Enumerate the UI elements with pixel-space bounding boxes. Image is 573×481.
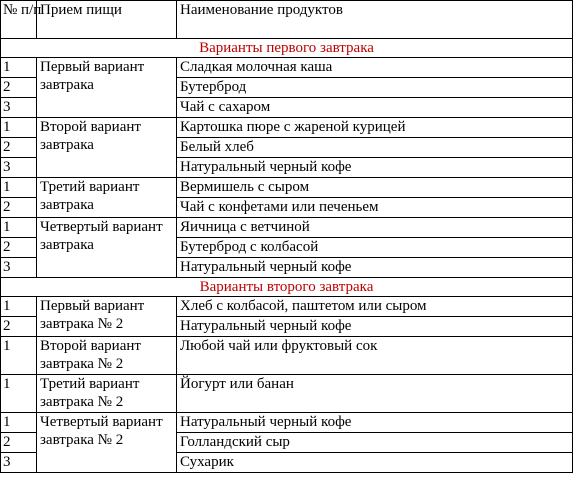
product-name: Сладкая молочная каша [177,58,573,78]
product-name: Бутерброд [177,78,573,98]
table-row [1,58,573,78]
product-name: Чай с конфетами или печеньем [177,198,573,218]
meal-name: Четвертый вариант завтрака № 2 [37,413,177,473]
product-name: Хлеб с колбасой, паштетом или сыром [177,297,573,317]
row-number: 3 [1,258,37,278]
row-number: 3 [1,453,37,473]
meal-name: Третий вариант завтрака [37,178,177,218]
header-products: Наименование продуктов [177,1,573,39]
row-number: 3 [1,98,37,118]
row-number: 2 [1,198,37,218]
product-name: Сухарик [177,453,573,473]
meal-name: Второй вариант завтрака [37,118,177,178]
meal-name: Третий вариант завтрака № 2 [37,375,177,413]
section-row [1,278,573,297]
meal-name: Четвертый вариант завтрака [37,218,177,278]
meal-name: Первый вариант завтрака № 2 [37,297,177,337]
product-name: Белый хлеб [177,138,573,158]
row-number: 1 [1,375,37,413]
table-row [1,218,573,238]
table-row [1,375,573,413]
product-name: Йогурт или банан [177,375,573,413]
section-row [1,39,573,58]
row-number: 1 [1,218,37,238]
row-number: 2 [1,78,37,98]
section-title-first: Варианты первого завтрака [1,39,573,58]
table-row [1,118,573,138]
row-number: 1 [1,58,37,78]
row-number: 1 [1,337,37,375]
header-row [1,1,573,39]
table-row [1,413,573,433]
table-row [1,297,573,317]
row-number: 1 [1,413,37,433]
row-number: 1 [1,178,37,198]
row-number: 2 [1,317,37,337]
row-number: 1 [1,297,37,317]
product-name: Натуральный черный кофе [177,317,573,337]
product-name: Натуральный черный кофе [177,258,573,278]
meal-name: Первый вариант завтрака [37,58,177,118]
product-name: Картошка пюре с жареной курицей [177,118,573,138]
product-name: Голландский сыр [177,433,573,453]
row-number: 2 [1,138,37,158]
row-number: 1 [1,118,37,138]
row-number: 3 [1,158,37,178]
product-name: Натуральный черный кофе [177,413,573,433]
section-title-second: Варианты второго завтрака [1,278,573,297]
table-row [1,178,573,198]
row-number: 2 [1,238,37,258]
product-name: Бутерброд с колбасой [177,238,573,258]
product-name: Натуральный черный кофе [177,158,573,178]
product-name: Вермишель с сыром [177,178,573,198]
row-number: 2 [1,433,37,453]
product-name: Яичница с ветчиной [177,218,573,238]
product-name: Любой чай или фруктовый сок [177,337,573,375]
table-row [1,337,573,375]
header-meal: Прием пищи [37,1,177,39]
meal-name: Второй вариант завтрака № 2 [37,337,177,375]
header-num: № п/п [1,1,37,39]
product-name: Чай с сахаром [177,98,573,118]
